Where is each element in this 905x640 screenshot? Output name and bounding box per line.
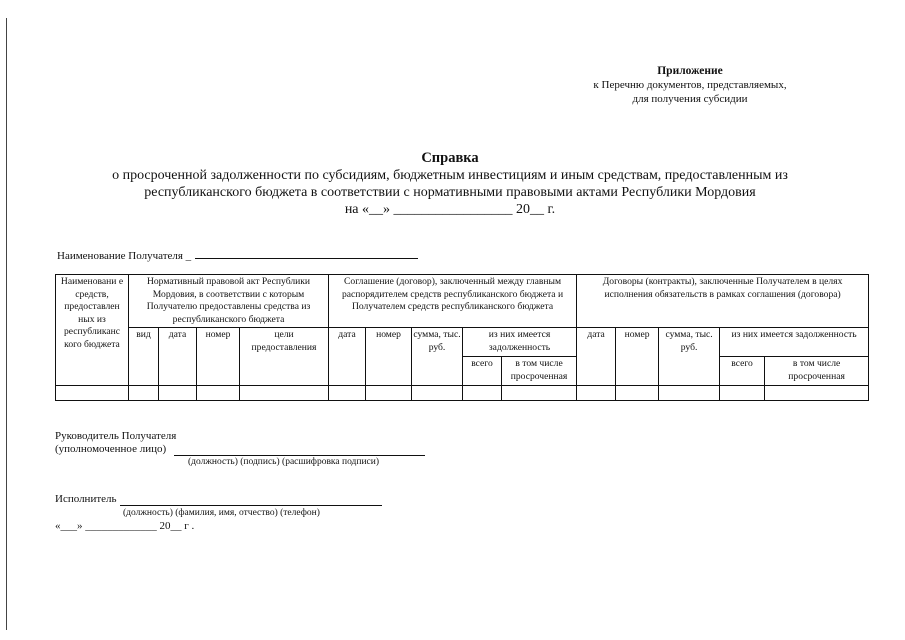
margin-line [6, 18, 7, 630]
appendix-line-1: к Перечню документов, представляемых, [593, 79, 787, 91]
executor-caption: (должность) (фамилия, имя, отчество) (телефон) [123, 508, 320, 518]
table-cell[interactable] [412, 386, 463, 401]
agreement-debt-header: из них имеется задолженность [463, 328, 577, 357]
contract-total-header: всего [720, 357, 765, 386]
table-cell[interactable] [329, 386, 366, 401]
table-cell[interactable] [577, 386, 616, 401]
contract-debt-header: из них имеется задолженность [720, 328, 869, 357]
recipient-label: Наименование Получателя _ [57, 250, 192, 262]
table-cell[interactable] [616, 386, 659, 401]
table-cell[interactable] [720, 386, 765, 401]
recipient-field [57, 249, 418, 262]
appendix-note [560, 64, 820, 106]
head-signature-block [55, 430, 176, 456]
table-cell[interactable] [366, 386, 412, 401]
contract-number-header: номер [616, 328, 659, 386]
title-line-1: о просроченной задолженности по субсидиям, бюджетным инвестициям и иным средствам, предоставленным из [112, 168, 788, 183]
title-heading: Справка [421, 150, 479, 166]
contract-date-header: дата [577, 328, 616, 386]
head-title-line-2: (уполномоченное лицо) [55, 443, 167, 455]
act-date-header: дата [159, 328, 197, 386]
col-funds-name: Наименовани е средств, предоставлен ных из республиканс кого бюджета [56, 275, 129, 386]
date-line: «___» _____________ 20__ г . [55, 520, 195, 532]
appendix-line-2: для получения субсидии [632, 93, 748, 105]
group-legal-act: Нормативный правовой акт Республики Мордовия, в соответствии с которым Получателю предоставлены средства из республиканского бюджета [129, 275, 329, 328]
contract-overdue-header: в том числе просроченная [765, 357, 869, 386]
contract-amount-header: сумма, тыс. руб. [659, 328, 720, 386]
head-signature-caption: (должность) (подпись) (расшифровка подписи) [188, 457, 380, 467]
act-purpose-header: цели предоставления [240, 328, 329, 386]
title-line-2: республиканского бюджета в соответствии с нормативными правовыми актами Республики Мордовия [144, 185, 756, 200]
table-cell[interactable] [502, 386, 577, 401]
debt-table [55, 274, 869, 401]
table-cell[interactable] [159, 386, 197, 401]
table-cell[interactable] [129, 386, 159, 401]
group-agreement: Соглашение (договор), заключенный между главным распорядителем средств республиканского бюджета и Получателем средств республиканского бюджета [329, 275, 577, 328]
agreement-total-header: всего [463, 357, 502, 386]
act-kind-header: вид [129, 328, 159, 386]
table-cell[interactable] [56, 386, 129, 401]
head-signature-line[interactable] [174, 455, 425, 456]
agreement-number-header: номер [366, 328, 412, 386]
table-cell[interactable] [463, 386, 502, 401]
agreement-overdue-header: в том числе просроченная [502, 357, 577, 386]
group-contracts: Договоры (контракты), заключенные Получателем в целях исполнения обязательств в рамках соглашения (договора) [577, 275, 869, 328]
table-cell[interactable] [659, 386, 720, 401]
recipient-underline[interactable] [195, 249, 418, 259]
agreement-amount-header: сумма, тыс. руб. [412, 328, 463, 386]
title-date-line: на «__» _________________ 20__ г. [344, 202, 556, 217]
appendix-title: Приложение [657, 65, 723, 77]
table-cell[interactable] [765, 386, 869, 401]
act-number-header: номер [197, 328, 240, 386]
table-cell[interactable] [197, 386, 240, 401]
agreement-date-header: дата [329, 328, 366, 386]
table-row [56, 386, 869, 401]
document-title [60, 150, 840, 218]
head-title-line-1: Руководитель Получателя [55, 430, 177, 442]
executor-label: Исполнитель [55, 493, 117, 505]
executor-signature-line[interactable] [120, 505, 382, 506]
table-cell[interactable] [240, 386, 329, 401]
